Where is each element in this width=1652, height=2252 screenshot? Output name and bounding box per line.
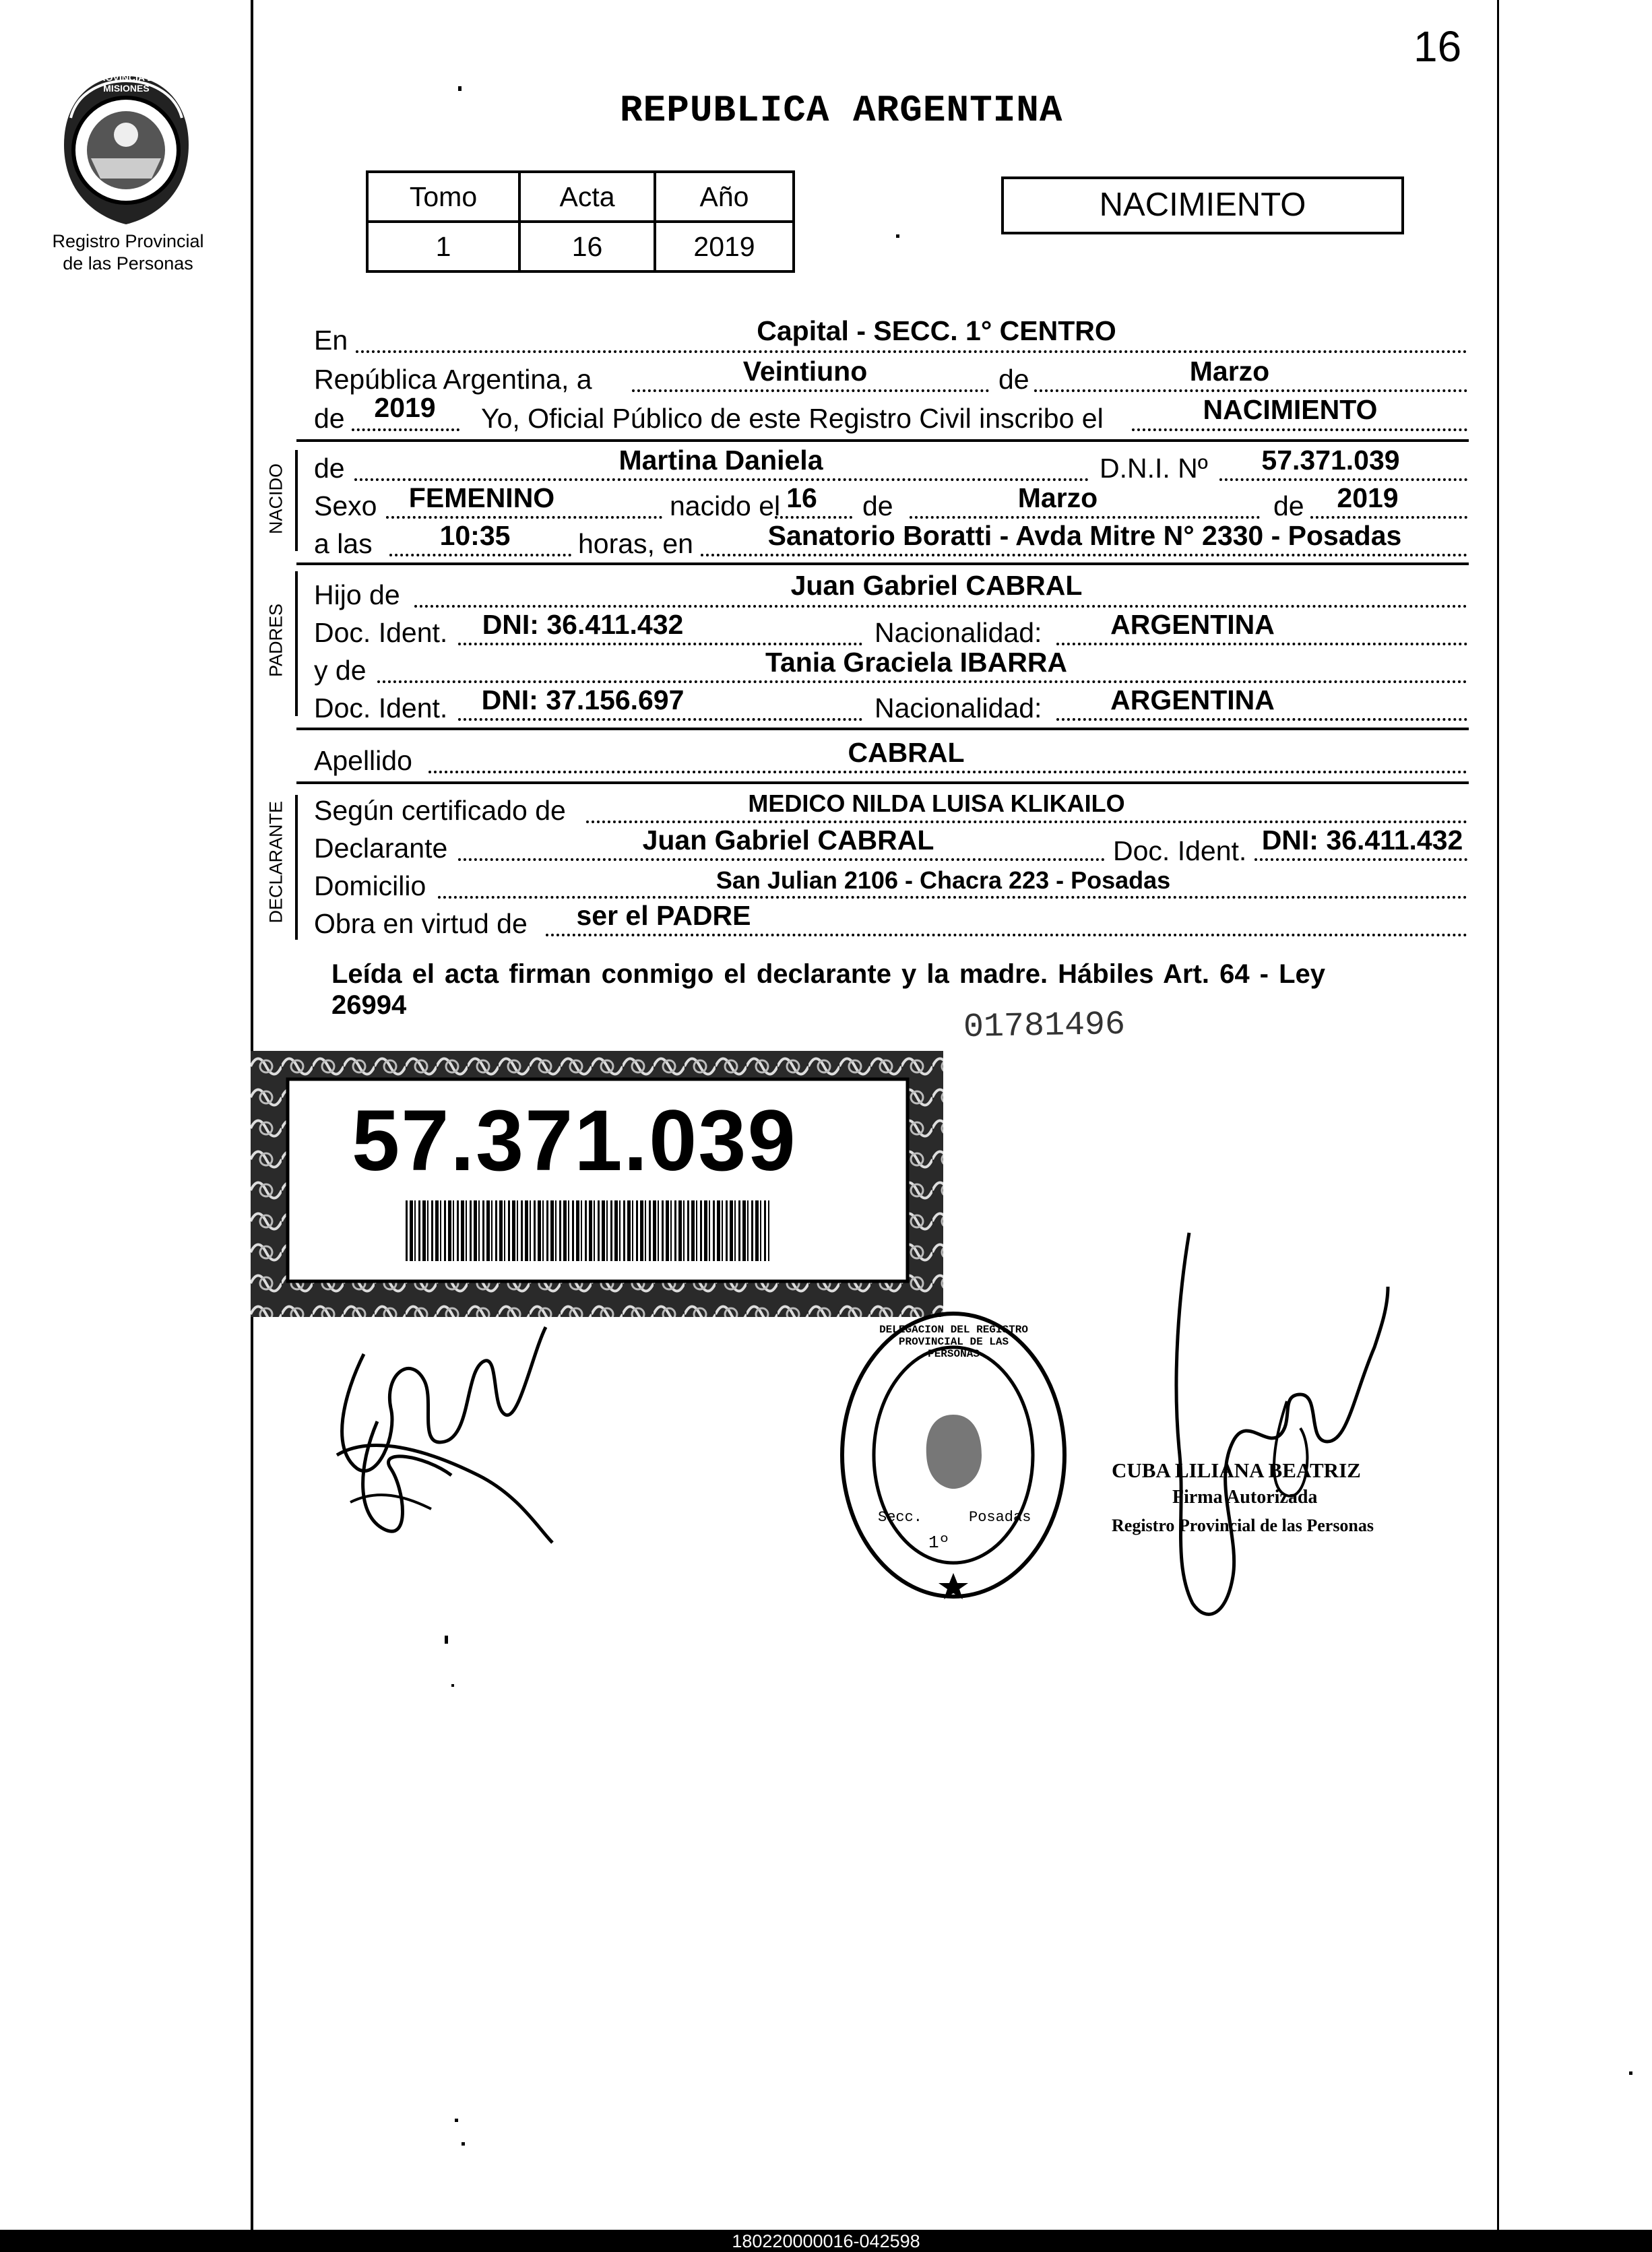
page-title: REPUBLICA ARGENTINA xyxy=(620,89,1063,132)
dotted-line xyxy=(356,350,1467,353)
label-horas-en: horas, en xyxy=(578,528,693,559)
dotted-line xyxy=(428,771,1467,773)
stamp-text: DELEGACION DEL REGISTRO PROVINCIAL DE LAS PERSONAS xyxy=(879,1324,1028,1360)
table-header-anio: Año xyxy=(655,172,794,222)
closing-text: Leída el acta firman conmigo el declarante y la madre. Hábiles Art. 64 - Ley xyxy=(331,959,1326,989)
dotted-line xyxy=(377,680,1467,683)
label-de: de xyxy=(998,364,1029,395)
label-de-nombre: de xyxy=(314,453,345,484)
value-padre: Juan Gabriel CABRAL xyxy=(790,570,1083,601)
dotted-line xyxy=(546,934,1467,936)
value-dni: 57.371.039 xyxy=(1261,445,1400,476)
scan-speck xyxy=(455,2119,458,2122)
value-mes: Marzo xyxy=(1189,356,1270,387)
value-obra: ser el PADRE xyxy=(576,900,751,931)
section-label-nacido: NACIDO xyxy=(265,463,286,535)
table-header-acta: Acta xyxy=(519,172,655,222)
value-padre-nac: ARGENTINA xyxy=(1110,609,1275,640)
stamp-seccion: Secc. xyxy=(878,1509,923,1526)
dotted-line xyxy=(352,428,459,431)
value-certificado: MEDICO NILDA LUISA KLIKAILO xyxy=(748,790,1125,817)
dotted-line xyxy=(910,516,1260,519)
label-declarante: Declarante xyxy=(314,833,448,864)
scan-speck xyxy=(1629,2071,1632,2075)
dotted-line xyxy=(458,718,862,721)
signature-right xyxy=(1132,1226,1422,1630)
label-nacionalidad2: Nacionalidad: xyxy=(875,693,1042,723)
value-domicilio: San Julian 2106 - Chacra 223 - Posadas xyxy=(716,866,1171,894)
dotted-line xyxy=(1056,718,1467,721)
label-nacionalidad: Nacionalidad: xyxy=(875,617,1042,648)
label-dni: D.N.I. Nº xyxy=(1100,453,1208,484)
dotted-line xyxy=(1310,516,1467,519)
label-sexo: Sexo xyxy=(314,490,377,521)
scan-speck xyxy=(458,86,462,91)
table-value-acta: 16 xyxy=(519,222,655,271)
label-de2: de xyxy=(314,403,345,434)
record-type-label: NACIMIENTO xyxy=(1099,187,1306,223)
label-domicilio: Domicilio xyxy=(314,870,426,901)
logo-text: PROVINCIA DE MISIONES xyxy=(92,72,160,94)
value-madre-nac: ARGENTINA xyxy=(1110,684,1275,715)
value-dia: Veintiuno xyxy=(742,356,868,387)
label-republica: República Argentina, a xyxy=(314,364,592,395)
scan-speck xyxy=(896,234,899,238)
scan-speck xyxy=(445,1636,448,1644)
section-separator xyxy=(296,562,1469,565)
stamp-city: Posadas xyxy=(969,1509,1031,1526)
dotted-line xyxy=(775,516,852,519)
value-lugar: Capital - SECC. 1° CENTRO xyxy=(757,315,1116,346)
closing-law-number: 26994 xyxy=(331,990,407,1020)
label-nacido-el: nacido el xyxy=(670,490,781,521)
margin-line-right xyxy=(1497,0,1499,2230)
section-separator xyxy=(296,728,1469,730)
label-doc-ident3: Doc. Ident. xyxy=(1113,835,1247,866)
barcode xyxy=(406,1200,769,1261)
label-doc-ident: Doc. Ident. xyxy=(314,617,448,648)
value-sexo: FEMENINO xyxy=(408,482,555,513)
label-yo: Yo, Oficial Público de este Registro Civil inscribo el xyxy=(481,403,1104,434)
dotted-line xyxy=(586,821,1467,823)
page-number: 16 xyxy=(1413,22,1462,71)
value-apellido: CABRAL xyxy=(848,737,965,768)
label-a-las: a las xyxy=(314,528,373,559)
section-bracket xyxy=(295,450,298,551)
section-bracket xyxy=(295,571,298,716)
dotted-line xyxy=(1132,428,1467,431)
dotted-line xyxy=(1254,858,1467,861)
value-anio: 2019 xyxy=(374,392,436,423)
value-anio-nac: 2019 xyxy=(1337,482,1399,513)
label-de-mes: de xyxy=(862,490,893,521)
label-obra: Obra en virtud de xyxy=(314,908,528,939)
value-declarante-doc: DNI: 36.411.432 xyxy=(1261,825,1463,856)
dotted-line xyxy=(414,605,1467,608)
value-declarante: Juan Gabriel CABRAL xyxy=(642,825,934,856)
value-lugar-nac: Sanatorio Boratti - Avda Mitre N° 2330 - Posadas xyxy=(767,520,1402,551)
serial-number: 01781496 xyxy=(963,1005,1126,1048)
dotted-line xyxy=(632,389,989,392)
section-label-padres: PADRES xyxy=(265,603,286,678)
value-acto: NACIMIENTO xyxy=(1203,394,1378,425)
label-hijo-de: Hijo de xyxy=(314,579,400,610)
signatory-name: CUBA LILIANA BEATRIZ xyxy=(1112,1458,1361,1482)
section-label-declarante: DECLARANTE xyxy=(265,800,286,924)
dotted-line xyxy=(1219,478,1467,481)
dni-label-sticker xyxy=(251,1051,943,1317)
scan-speck xyxy=(462,2142,465,2146)
value-nombre: Martina Daniela xyxy=(618,445,823,476)
value-hora: 10:35 xyxy=(439,520,511,551)
label-en: En xyxy=(314,325,348,356)
signature-left xyxy=(317,1314,586,1583)
registry-name: Registro Provincial de las Personas xyxy=(52,231,204,274)
value-madre: Tania Graciela IBARRA xyxy=(765,647,1068,678)
stamp-number: 1º xyxy=(928,1533,950,1553)
value-padre-doc: DNI: 36.411.432 xyxy=(482,609,684,640)
label-y-de: y de xyxy=(314,655,367,686)
section-separator xyxy=(296,781,1469,784)
dotted-line xyxy=(701,554,1467,556)
dni-label-number: 57.371.039 xyxy=(352,1093,797,1189)
signatory-role: Firma Autorizada xyxy=(1172,1487,1318,1508)
dotted-line xyxy=(458,858,1105,861)
dotted-line xyxy=(438,896,1467,899)
signatory-office: Registro Provincial de las Personas xyxy=(1112,1516,1374,1535)
section-separator xyxy=(296,439,1469,442)
dotted-line xyxy=(1034,389,1467,392)
table-value-tomo: 1 xyxy=(367,222,519,271)
scan-speck xyxy=(451,1684,454,1687)
dotted-line xyxy=(386,516,662,519)
label-doc-ident2: Doc. Ident. xyxy=(314,693,448,723)
footer-code: 180220000016-042598 xyxy=(732,2231,920,2251)
record-table xyxy=(366,170,795,273)
label-apellido: Apellido xyxy=(314,745,412,776)
table-header-tomo: Tomo xyxy=(367,172,519,222)
dotted-line xyxy=(1056,643,1467,645)
value-mes-nac: Marzo xyxy=(1017,482,1098,513)
dotted-line xyxy=(458,643,862,645)
section-bracket xyxy=(295,795,298,940)
value-dia-nac: 16 xyxy=(786,482,817,513)
official-stamp xyxy=(837,1307,1070,1603)
dotted-line xyxy=(389,554,571,556)
value-madre-doc: DNI: 37.156.697 xyxy=(481,684,685,715)
dotted-line xyxy=(354,478,1089,481)
label-de-anio: de xyxy=(1273,490,1304,521)
table-value-anio: 2019 xyxy=(655,222,794,271)
label-segun: Según certificado de xyxy=(314,795,566,826)
coat-of-arms-logo xyxy=(51,71,202,229)
